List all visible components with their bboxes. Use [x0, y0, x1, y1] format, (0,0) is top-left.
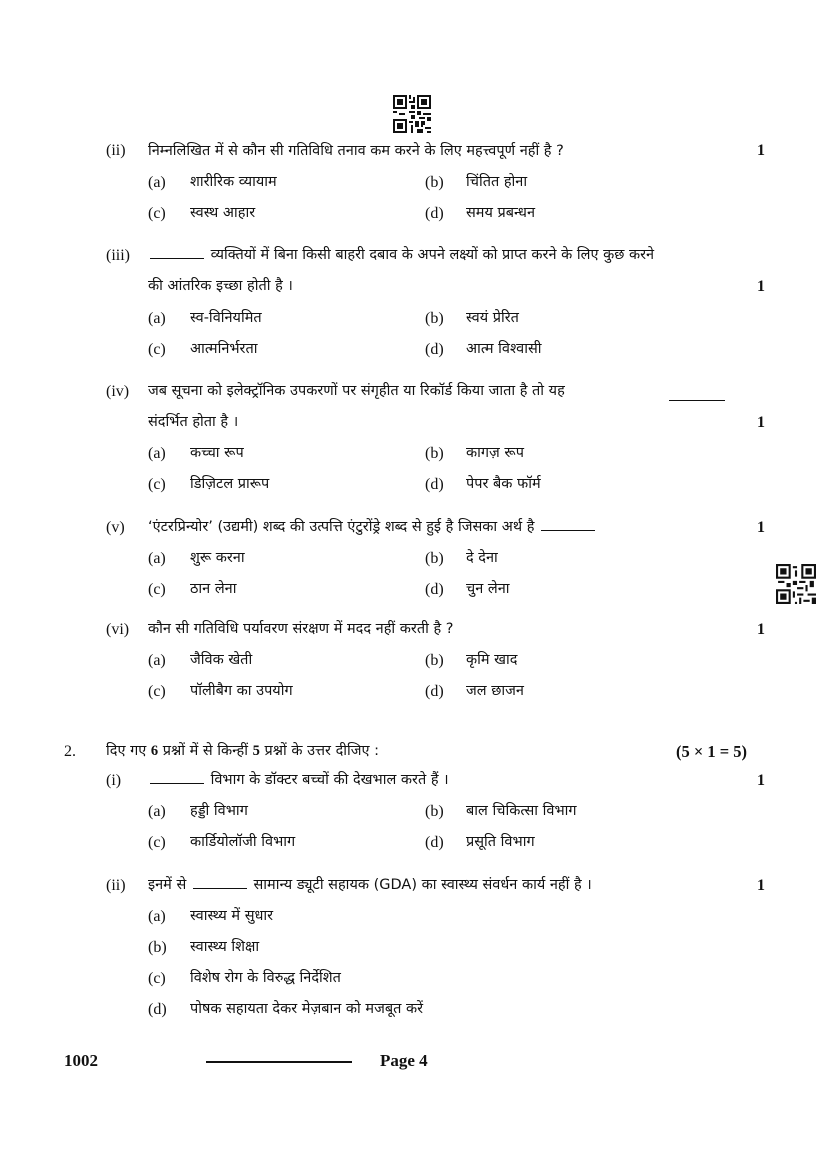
question-number: 2.: [64, 743, 76, 760]
option-text: कच्चा रूप: [190, 445, 244, 461]
option-text: चुन लेना: [466, 581, 510, 597]
question-text-line1: व्यक्तियों में बिना किसी बाहरी दबाव के अपने लक्ष्यों को प्राप्त करने के लिए कुछ करने: [210, 247, 655, 263]
option-label: (a): [148, 908, 166, 925]
question-text: [148, 245, 654, 265]
option-label: (c): [148, 205, 166, 222]
option-label: (c): [148, 970, 166, 987]
q2-text-post: प्रश्नों के उत्तर दीजिए :: [264, 743, 380, 759]
option-text: स्वास्थ्य शिक्षा: [190, 939, 260, 955]
question-text: निम्नलिखित में से कौन सी गतिविधि तनाव कम करने के लिए महत्त्वपूर्ण नहीं है ?: [148, 143, 564, 159]
question-marks: 1: [757, 519, 765, 536]
q2-total-marks: (5 × 1 = 5): [676, 742, 748, 761]
option-label: (b): [425, 550, 444, 567]
option-label: (c): [148, 476, 166, 493]
option-text: चिंतित होना: [466, 174, 528, 190]
option-text: स्वस्थ आहार: [190, 205, 256, 221]
q2-text-mid: प्रश्नों में से किन्हीं: [162, 743, 248, 759]
q2-text-pre: दिए गए: [106, 743, 147, 759]
question-text-line2: संदर्भित होता है ।: [148, 414, 239, 430]
option-text: हड्डी विभाग: [190, 803, 248, 819]
option-label: (d): [425, 683, 444, 700]
fill-blank: [150, 782, 204, 784]
option-label: (b): [425, 310, 444, 327]
fill-blank: [193, 887, 247, 889]
option-text: कागज़ रूप: [466, 445, 524, 461]
option-text: पेपर बैक फॉर्म: [466, 476, 541, 492]
option-text: आत्मनिर्भरता: [190, 341, 258, 357]
option-text: आत्म विश्वासी: [466, 341, 542, 357]
question-text-main: विभाग के डॉक्टर बच्चों की देखभाल करते हैं ।: [210, 772, 449, 788]
question-text: [148, 875, 592, 895]
option-label: (b): [425, 803, 444, 820]
question-number: (v): [106, 519, 125, 536]
option-label: (b): [425, 174, 444, 191]
option-text: कृमि खाद: [466, 652, 518, 668]
side-qr-code: [776, 564, 816, 604]
option-label: (c): [148, 683, 166, 700]
option-text: स्वास्थ्य में सुधार: [190, 908, 274, 924]
question-marks: 1: [757, 621, 765, 638]
question-number: (ii): [106, 877, 126, 894]
option-label: (a): [148, 550, 166, 567]
option-label: (d): [425, 205, 444, 222]
option-label: (a): [148, 310, 166, 327]
option-label: (d): [425, 476, 444, 493]
option-text: जल छाजन: [466, 683, 524, 699]
option-label: (c): [148, 834, 166, 851]
option-label: (d): [425, 341, 444, 358]
fill-blank: [669, 399, 725, 401]
option-text: जैविक खेती: [190, 652, 253, 668]
question-text-post: सामान्य ड्यूटी सहायक (GDA) का स्वास्थ्य संवर्धन कार्य नहीं है ।: [253, 877, 592, 893]
question-text-line1: जब सूचना को इलेक्ट्रॉनिक उपकरणों पर संगृहीत या रिकॉर्ड किया जाता है तो यह: [148, 383, 565, 399]
option-text: पॉलीबैग का उपयोग: [190, 683, 293, 699]
option-text: स्व-विनियमित: [190, 310, 262, 326]
question-text: [106, 741, 379, 761]
top-qr-code: [393, 95, 431, 133]
option-label: (a): [148, 174, 166, 191]
option-label: (b): [425, 445, 444, 462]
option-text: कार्डियोलॉजी विभाग: [190, 834, 296, 850]
fill-blank: [541, 529, 595, 531]
fill-blank: [150, 257, 204, 259]
question-text: [148, 770, 449, 790]
question-marks: 1: [757, 772, 765, 789]
page-number: Page 4: [380, 1051, 428, 1070]
option-label: (a): [148, 652, 166, 669]
option-label: (c): [148, 341, 166, 358]
option-text: पोषक सहायता देकर मेज़बान को मजबूत करें: [190, 1001, 424, 1017]
question-text-main: ‘एंटरप्रिन्योर’ (उद्यमी) शब्द की उत्पत्ति एंटुरोंड्रे शब्द से हुई है जिसका अर्थ है: [148, 519, 535, 535]
question-number: (iii): [106, 247, 130, 264]
question-text: कौन सी गतिविधि पर्यावरण संरक्षण में मदद नहीं करती है ?: [148, 621, 454, 637]
paper-code: 1002: [64, 1051, 98, 1070]
option-text: ठान लेना: [190, 581, 237, 597]
option-label: (a): [148, 445, 166, 462]
option-label: (d): [425, 834, 444, 851]
question-text-pre: इनमें से: [148, 877, 187, 893]
question-number: (vi): [106, 621, 130, 638]
option-text: शारीरिक व्यायाम: [190, 174, 277, 190]
question-marks: 1: [757, 877, 765, 894]
option-label: (b): [148, 939, 167, 956]
question-marks: 1: [757, 142, 765, 159]
option-label: (d): [148, 1001, 167, 1018]
option-text: प्रसूति विभाग: [466, 834, 535, 850]
question-number: (i): [106, 772, 122, 789]
question-number: (iv): [106, 383, 130, 400]
option-text: विशेष रोग के विरुद्ध निर्देशित: [190, 970, 341, 986]
option-text: समय प्रबन्धन: [466, 205, 536, 221]
option-text: दे देना: [466, 550, 498, 566]
question-text-line2: की आंतरिक इच्छा होती है ।: [148, 278, 293, 294]
option-label: (a): [148, 803, 166, 820]
option-text: डिज़िटल प्रारूप: [190, 476, 270, 492]
question-text: [148, 517, 597, 537]
question-number: (ii): [106, 142, 126, 159]
option-label: (c): [148, 581, 166, 598]
q2-count-answer: 5: [252, 743, 260, 759]
option-text: शुरू करना: [190, 550, 245, 566]
question-marks: 1: [757, 414, 765, 431]
option-label: (d): [425, 581, 444, 598]
q2-count-total: 6: [150, 743, 159, 759]
option-text: स्वयं प्रेरित: [466, 310, 519, 326]
question-marks: 1: [757, 278, 765, 295]
footer-divider: [206, 1061, 352, 1063]
option-text: बाल चिकित्सा विभाग: [466, 803, 577, 819]
option-label: (b): [425, 652, 444, 669]
